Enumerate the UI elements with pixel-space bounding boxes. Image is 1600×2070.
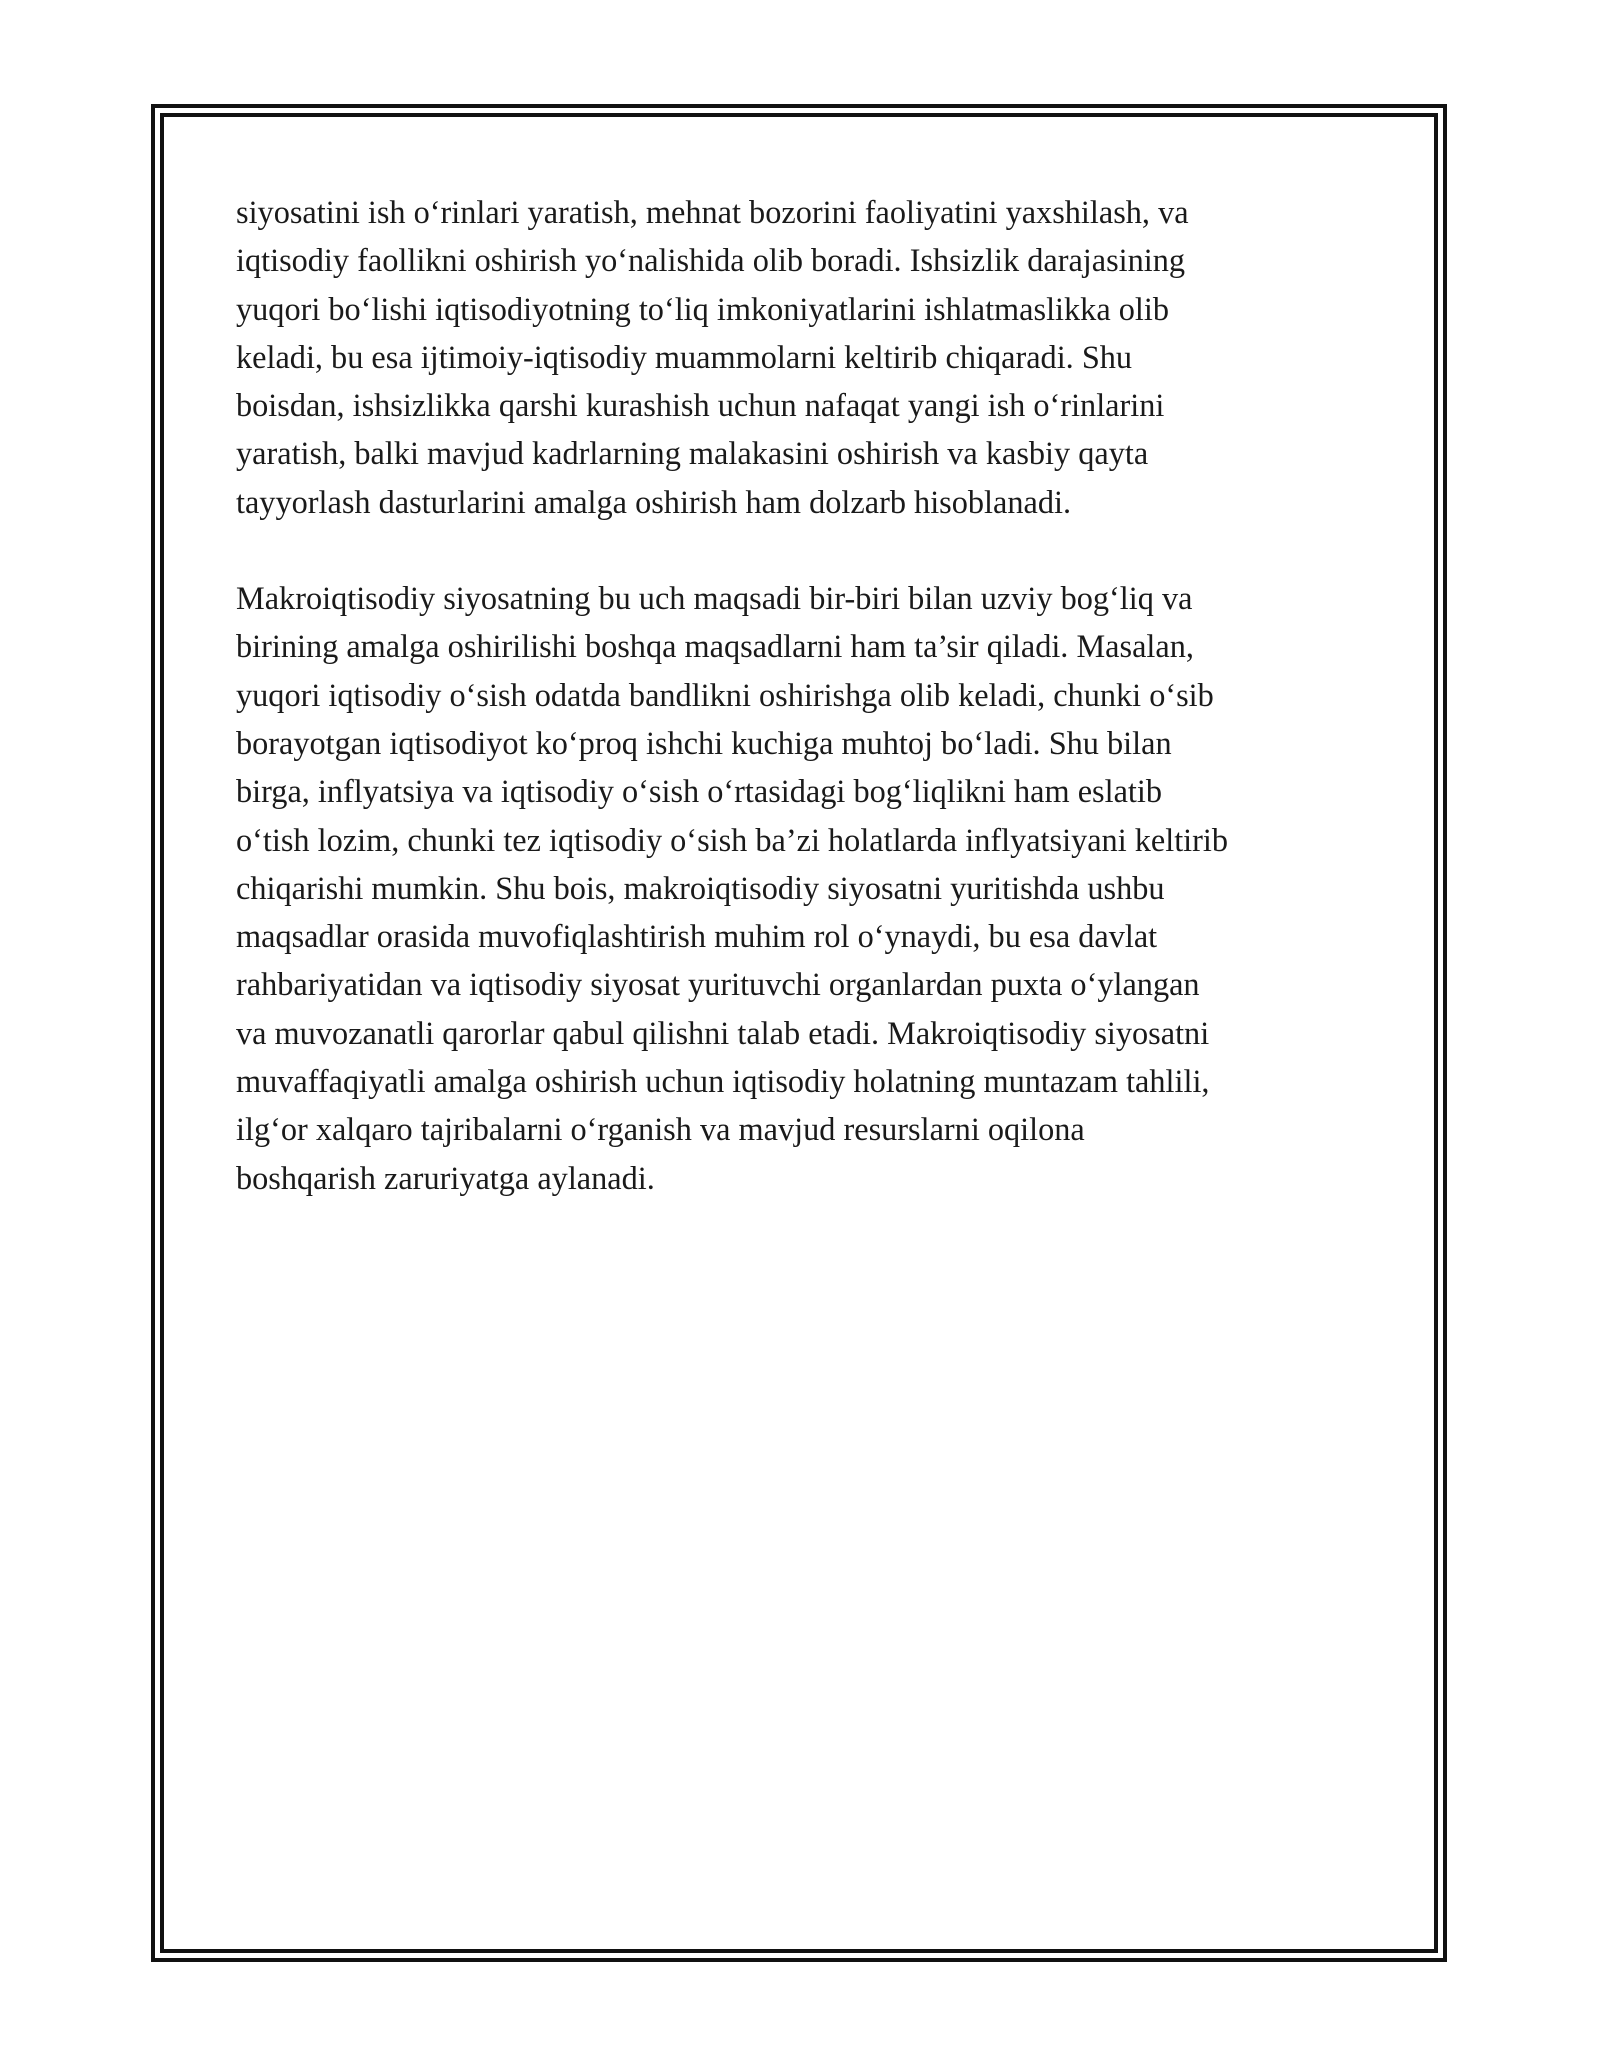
text-line: iqtisodiy faollikni oshirish yo‘nalishida olib boradi. Ishsizlik darajasining: [236, 242, 1186, 279]
text-line: boshqarish zaruriyatga aylanadi.: [236, 1159, 655, 1196]
paragraph-1: [236, 188, 1386, 526]
text-line: chiqarishi mumkin. Shu bois, makroiqtisodiy siyosatni yuritishda ushbu: [236, 869, 1165, 906]
text-line: keladi, bu esa ijtimoiy-iqtisodiy muammolarni keltirib chiqaradi. Shu: [236, 338, 1133, 375]
text-line: yuqori bo‘lishi iqtisodiyotning to‘liq imkoniyatlarini ishlatmaslikka olib: [236, 290, 1169, 327]
paragraph-2: [236, 574, 1386, 1202]
text-line: yuqori iqtisodiy o‘sish odatda bandlikni oshirishga olib keladi, chunki o‘sib: [236, 676, 1214, 713]
text-line: boisdan, ishsizlikka qarshi kurashish uchun nafaqat yangi ish o‘rinlarini: [236, 387, 1165, 424]
text-line: tayyorlash dasturlarini amalga oshirish ham dolzarb hisoblanadi.: [236, 483, 1072, 520]
text-line: ilg‘or xalqaro tajribalarni o‘rganish va mavjud resurslarni oqilona: [236, 1111, 1085, 1148]
text-line: maqsadlar orasida muvofiqlashtirish muhim rol o‘ynaydi, bu esa davlat: [236, 918, 1158, 955]
text-line: borayotgan iqtisodiyot ko‘proq ishchi kuchiga muhtoj bo‘ladi. Shu bilan: [236, 724, 1172, 761]
text-line: muvaffaqiyatli amalga oshirish uchun iqtisodiy holatning muntazam tahlili,: [236, 1063, 1210, 1100]
text-line: yaratish, balki mavjud kadrlarning malakasini oshirish va kasbiy qayta: [236, 435, 1149, 472]
text-line: va muvozanatli qarorlar qabul qilishni talab etadi. Makroiqtisodiy siyosatni: [236, 1014, 1210, 1051]
text-line: o‘tish lozim, chunki tez iqtisodiy o‘sish ba’zi holatlarda inflyatsiyani keltirib: [236, 821, 1229, 858]
text-line: rahbariyatidan va iqtisodiy siyosat yurituvchi organlardan puxta o‘ylangan: [236, 966, 1200, 1003]
text-line: Makroiqtisodiy siyosatning bu uch maqsadi bir-biri bilan uzviy bog‘liq va: [236, 580, 1193, 617]
document-body: [236, 188, 1386, 1250]
text-line: birga, inflyatsiya va iqtisodiy o‘sish o‘rtasidagi bog‘liqlikni ham eslatib: [236, 773, 1163, 810]
text-line: birining amalga oshirilishi boshqa maqsadlarni ham ta’sir qiladi. Masalan,: [236, 628, 1194, 665]
text-line: siyosatini ish o‘rinlari yaratish, mehnat bozorini faoliyatini yaxshilash, va: [236, 194, 1189, 230]
